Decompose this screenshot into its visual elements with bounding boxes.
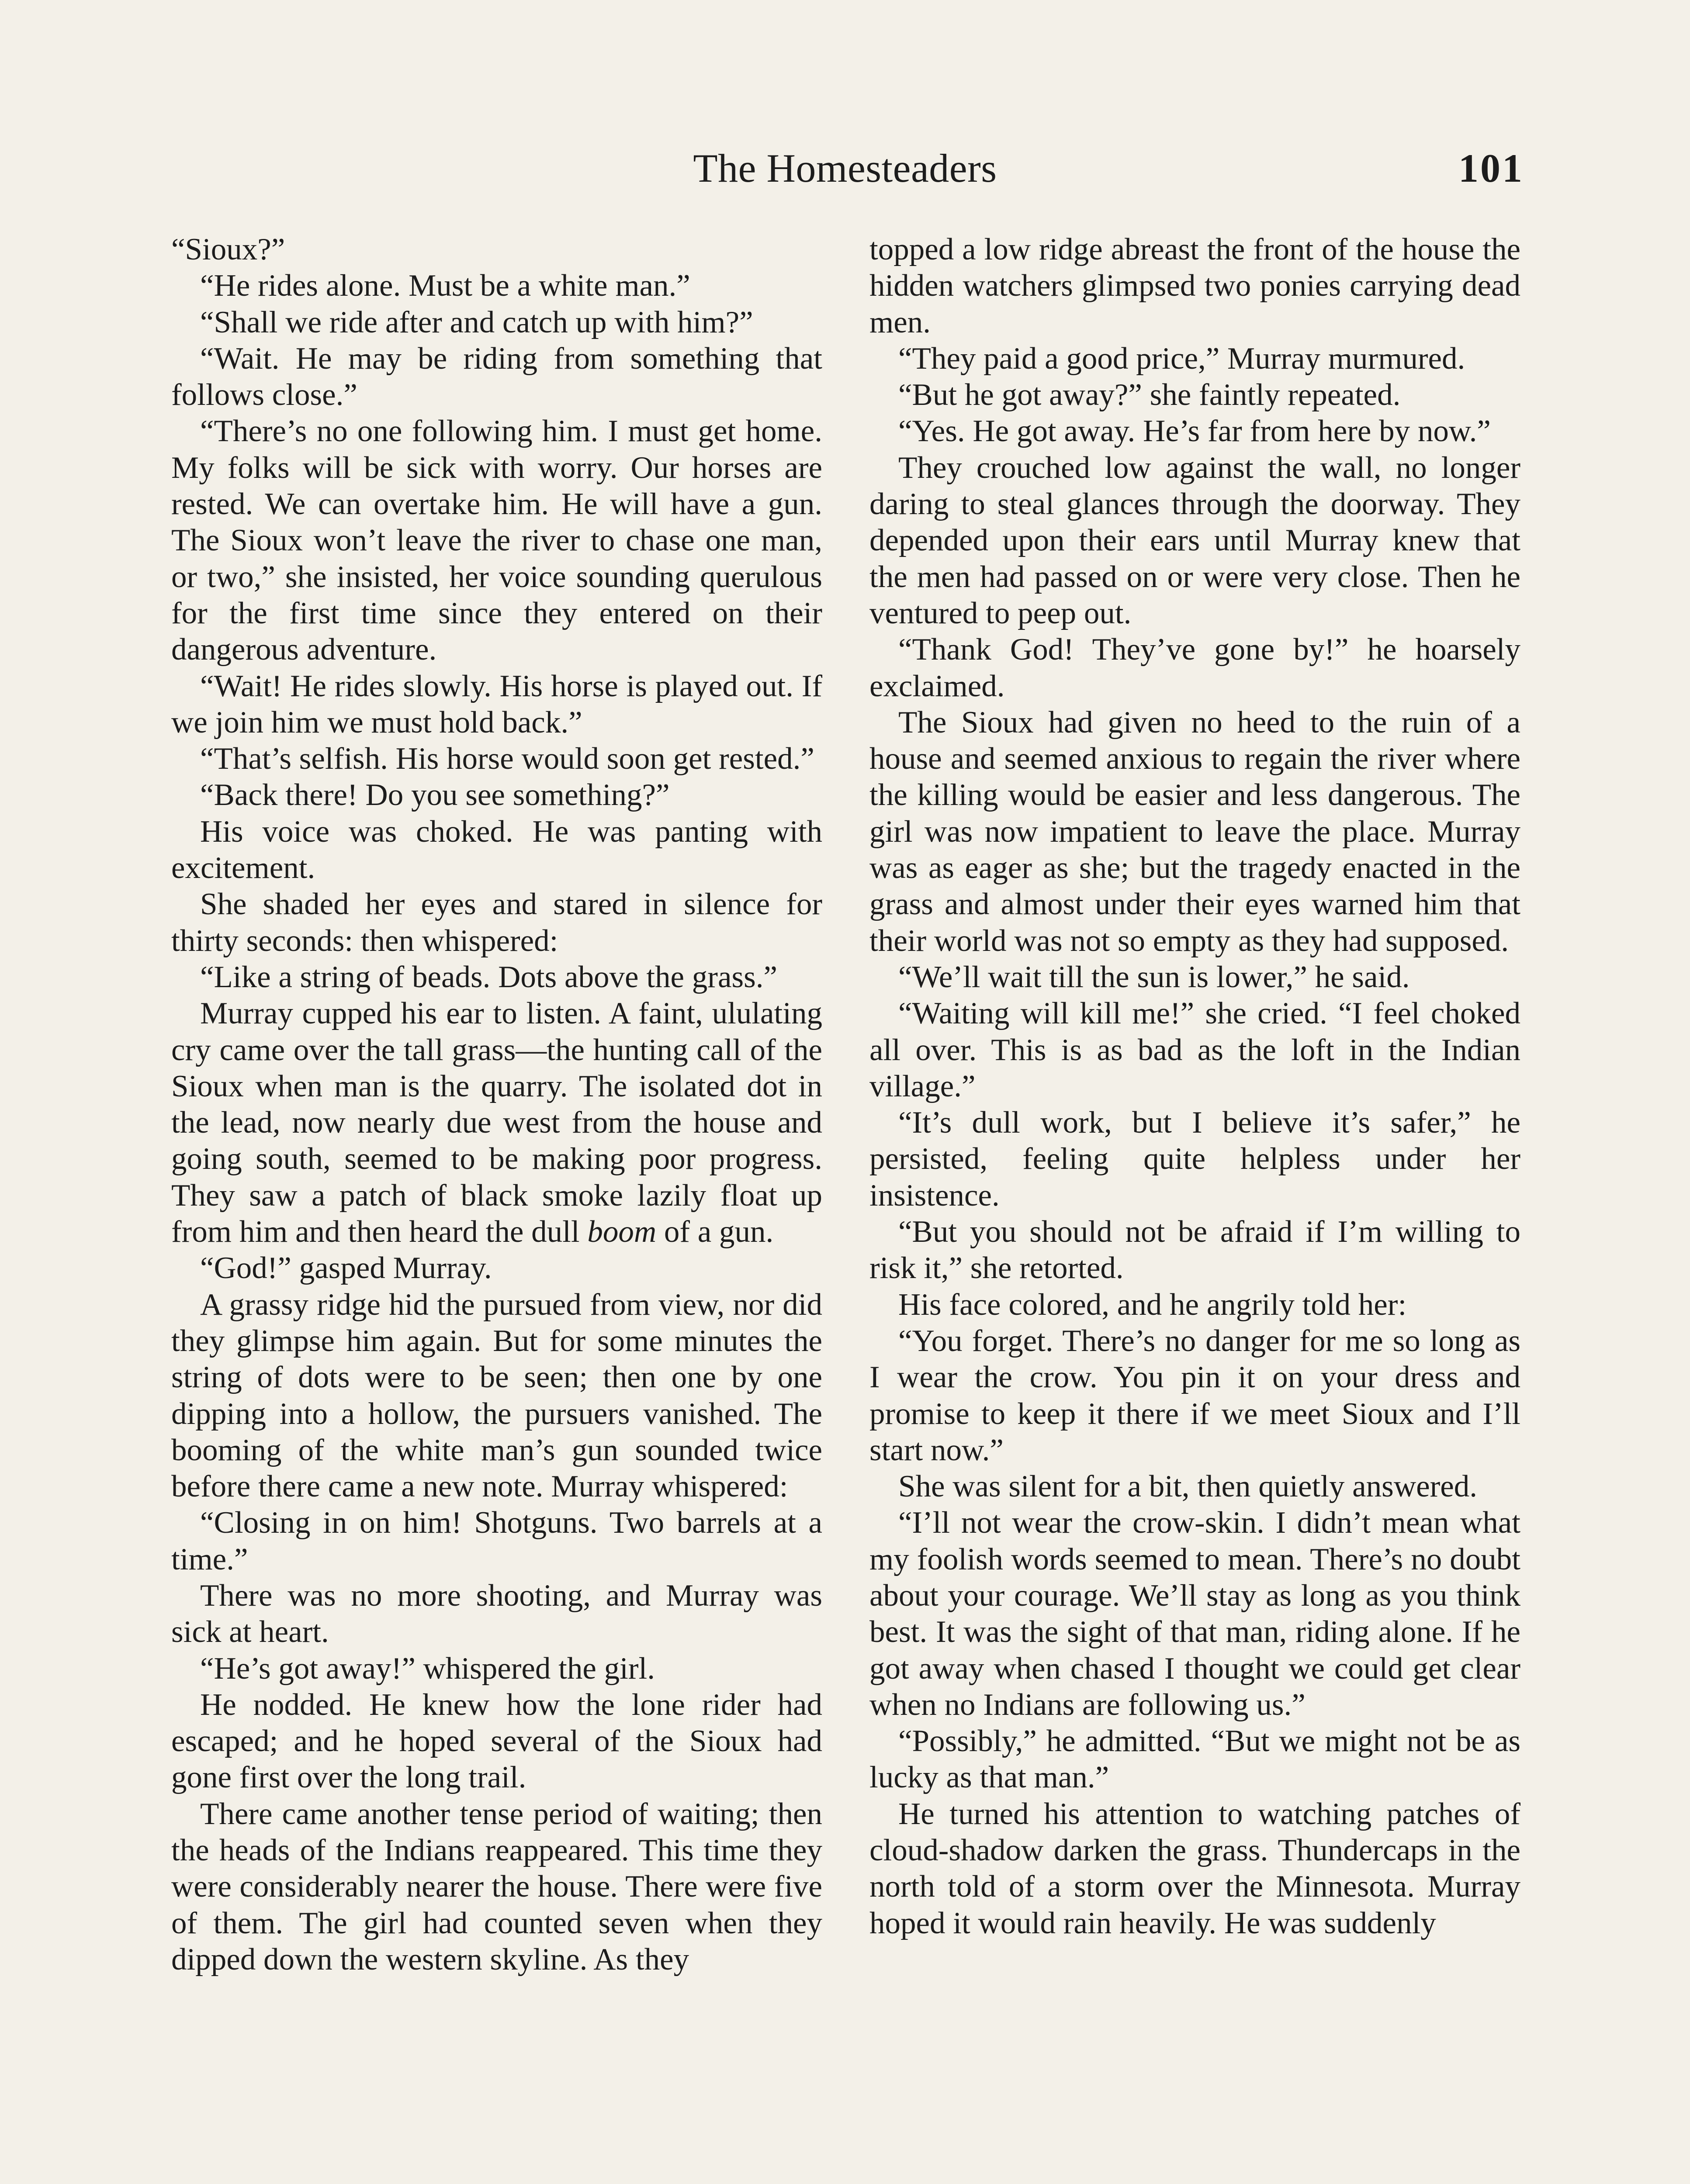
paragraph-text: Murray cupped his ear to listen. A faint, ululating cry came over the tall grass—the hunting call of the Sioux when man is the quarry. The isolated dot in the lead, now nearly due west from the house and going south, seemed to be making poor progress. They saw a patch of black smoke lazily float up from him and then heard the dull [171,996,822,1249]
paragraph: He turned his attention to watching patches of cloud-shadow darken the grass. Thundercaps in the north told of a storm over the Minnesota. Murray hoped it would rain heavily. He was suddenly [869,1797,1520,1940]
paragraph: “Thank God! They’ve gone by!” he hoarsely exclaimed. [869,632,1520,703]
paragraph: “It’s dull work, but I believe it’s safer,” he persisted, feeling quite helpless under her insistence. [869,1106,1520,1213]
paragraph: He nodded. He knew how the lone rider had escaped; and he hoped several of the Sioux had gone first over the long trail. [171,1687,822,1795]
paragraph: “You forget. There’s no danger for me so long as I wear the crow. You pin it on your dress and promise to keep it there if we meet Sioux and I’ll start now.” [869,1324,1520,1467]
paragraph: “We’ll wait till the sun is lower,” he said. [898,960,1410,994]
paragraph: His voice was choked. He was panting with excitement. [171,814,822,885]
paragraph: “He’s got away!” whispered the girl. [200,1651,655,1686]
paragraph: “Yes. He got away. He’s far from here by now.” [898,414,1491,449]
paragraph: The Sioux had given no heed to the ruin of a house and seemed anxious to regain the river where the killing would be easier and less dangerous. The girl was now impatient to leave the place. Murray was as eager as she; but the tragedy enacted in the grass and almost under their eyes warned him that their world was not so empty as they had supposed. [869,705,1520,958]
right-column [869,232,1520,1942]
paragraph: A grassy ridge hid the pursued from view, nor did they glimpse him again. But for some minutes the string of dots were to be seen; then one by one dipping into a hollow, the pursuers vanished. The booming of the white man’s gun sounded twice before there came a new note. Murray whispered: [171,1287,822,1504]
paragraph: They crouched low against the wall, no longer daring to steal glances through the doorway. They depended upon their ears until Murray knew that the men had passed on or were very close. Then he ventured to peep out. [869,450,1520,630]
paragraph: There was no more shooting, and Murray was sick at heart. [171,1578,822,1649]
paragraph-tail: of a gun. [664,1215,774,1249]
paragraph: “But you should not be afraid if I’m willing to risk it,” she retorted. [869,1215,1520,1286]
page-number: 101 [1458,146,1524,190]
paragraph: “They paid a good price,” Murray murmured. [898,341,1465,376]
paragraph: topped a low ridge abreast the front of the house the hidden watchers glimpsed two ponies carrying dead men. [869,232,1520,339]
paragraph: “He rides alone. Must be a white man.” [200,269,690,303]
paragraph: “Wait. He may be riding from something that follows close.” [171,341,822,412]
paragraph: She was silent for a bit, then quietly answered. [898,1469,1478,1504]
paragraph: “Back there! Do you see something?” [200,778,670,812]
paragraph: “God!” gasped Murray. [200,1251,492,1286]
running-title: The Homesteaders [693,146,997,190]
paragraph-with-italic [171,995,822,1250]
italic-word: boom [587,1215,657,1249]
paragraph: There came another tense period of waiting; then the heads of the Indians reappeared. This time they were considerably nearer the house. There were five of them. The girl had counted seven when they dipped down the western skyline. As they [171,1797,822,1977]
paragraph: “Like a string of beads. Dots above the grass.” [200,960,777,994]
paragraph: “Wait! He rides slowly. His horse is played out. If we join him we must hold back.” [171,669,822,740]
paragraph: “But he got away?” she faintly repeated. [898,378,1401,412]
paragraph: “Sioux?” [171,232,285,266]
paragraph: “That’s selfish. His horse would soon get rested.” [200,742,814,776]
paragraph: She shaded her eyes and stared in silence for thirty seconds: then whispered: [171,887,822,958]
paragraph: “Closing in on him! Shotguns. Two barrels at a time.” [171,1506,822,1576]
left-column [171,232,822,1978]
paragraph: His face colored, and he angrily told her: [898,1287,1407,1322]
paragraph: “I’ll not wear the crow-skin. I didn’t mean what my foolish words seemed to mean. There’s no doubt about your courage. We’ll stay as long as you think best. It was the sight of that man, riding alone. If he got away when chased I thought we could get clear when no Indians are following us.” [869,1506,1520,1722]
paragraph: “There’s no one following him. I must get home. My folks will be sick with worry. Our horses are rested. We can overtake him. He will have a gun. The Sioux won’t leave the river to chase one man, or two,” she insisted, her voice sounding querulous for the first time since they entered on their dangerous adventure. [171,414,822,667]
paragraph: “Possibly,” he admitted. “But we might not be as lucky as that man.” [869,1724,1520,1795]
paragraph: “Waiting will kill me!” she cried. “I feel choked all over. This is as bad as the loft in the Indian village.” [869,996,1520,1103]
paragraph: “Shall we ride after and catch up with him?” [200,305,753,339]
page-header [0,131,1690,205]
